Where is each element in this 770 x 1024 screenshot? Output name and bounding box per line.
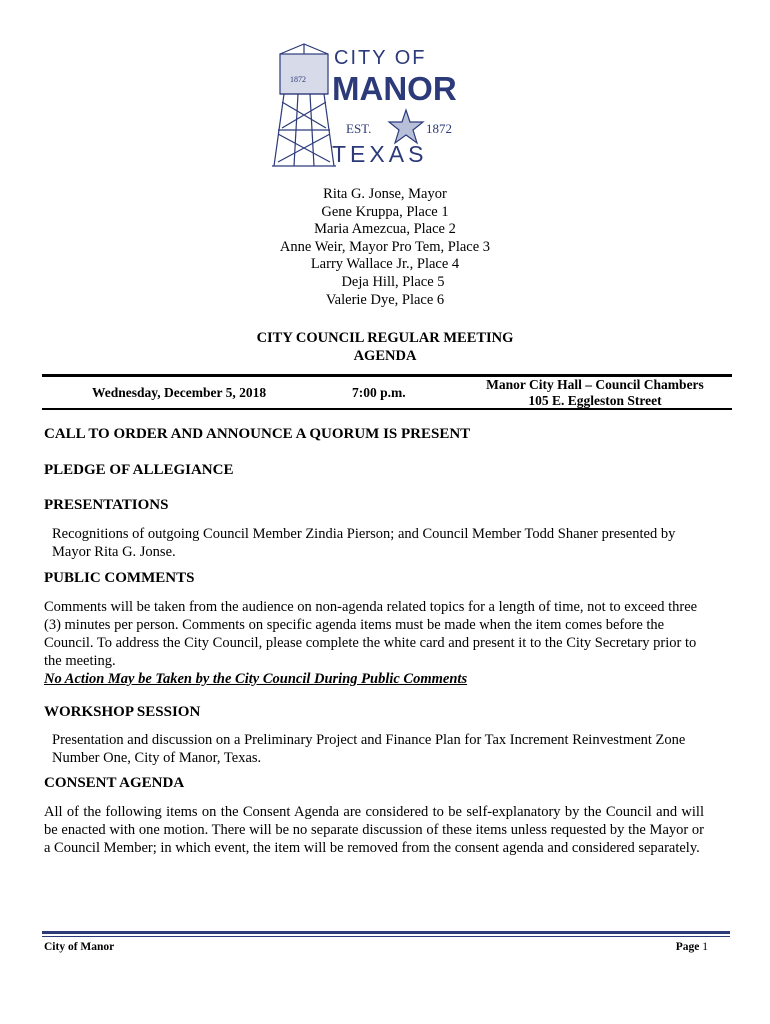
pledge-heading: PLEDGE OF ALLEGIANCE <box>44 462 234 478</box>
meeting-date: Wednesday, December 5, 2018 <box>92 385 267 400</box>
logo-est: EST. <box>346 121 372 136</box>
page-number: 1 <box>702 941 708 953</box>
council-member: Maria Amezcua, Place 2 <box>314 221 456 238</box>
agenda-title <box>0 329 770 365</box>
presentations-heading: PRESENTATIONS <box>44 497 169 513</box>
footer-rule <box>42 931 730 934</box>
meeting-time: 7:00 p.m. <box>352 385 406 400</box>
council-members-list <box>0 186 770 309</box>
logo-texas: TEXAS <box>332 141 428 167</box>
council-member: Rita G. Jonse, Mayor <box>323 186 447 202</box>
council-member: Deja Hill, Place 5 <box>341 273 445 290</box>
tank-text: 1872 <box>290 75 306 84</box>
venue-address: 105 E. Eggleston Street <box>528 393 662 408</box>
footer-org-name: City of Manor <box>44 941 115 953</box>
call-to-order-heading: CALL TO ORDER AND ANNOUNCE A QUORUM IS PRESENT <box>44 426 471 442</box>
presentations-body: Recognitions of outgoing Council Member Zindia Pierson; and Council Member Todd Shaner presented by Mayor Rita G. Jonse. <box>52 526 676 560</box>
footer-rule-thin <box>42 936 730 937</box>
agenda-title-line1: CITY COUNCIL REGULAR MEETING <box>256 330 514 346</box>
council-member: Valerie Dye, Place 6 <box>325 291 445 308</box>
footer-page-number <box>676 941 708 953</box>
meeting-info-bottom-rule <box>42 408 732 410</box>
consent-agenda-body: All of the following items on the Consent Agenda are considered to be self-explanatory by the Council and will be enacted with one motion. There will be no separate discussion of these items unless requested by the Mayor or a Council Member; in which event, the item will be removed from the consent agenda and considered separately. <box>44 804 704 856</box>
council-member: Anne Weir, Mayor Pro Tem, Place 3 <box>279 238 491 255</box>
public-comments-notice: No Action May be Taken by the City Council During Public Comments <box>44 671 468 687</box>
workshop-heading: WORKSHOP SESSION <box>44 704 201 720</box>
consent-agenda-heading: CONSENT AGENDA <box>44 775 185 791</box>
council-member: Gene Kruppa, Place 1 <box>321 203 449 220</box>
meeting-venue <box>470 377 720 409</box>
workshop-body: Presentation and discussion on a Preliminary Project and Finance Plan for Tax Increment Reinvestment Zone Number One, City of Manor, Texas. <box>52 732 686 766</box>
public-comments-heading: PUBLIC COMMENTS <box>44 570 195 586</box>
logo-year: 1872 <box>426 121 452 136</box>
city-of-manor-logo <box>268 42 480 170</box>
page-label: Page <box>675 941 700 953</box>
logo-city-of: CITY OF <box>334 47 427 69</box>
council-member: Larry Wallace Jr., Place 4 <box>310 256 460 273</box>
venue-name: Manor City Hall – Council Chambers <box>486 377 704 392</box>
agenda-title-line2: AGENDA <box>353 348 417 364</box>
public-comments-body: Comments will be taken from the audience on non-agenda related topics for a length of time, not to exceed three (3) minutes per person. Comments on specific agenda items must be made when the item comes before the Council. To address the City Council, please complete the white card and present it to the City Secretary prior to the meeting. <box>44 599 698 669</box>
logo-manor: MANOR <box>332 70 457 107</box>
